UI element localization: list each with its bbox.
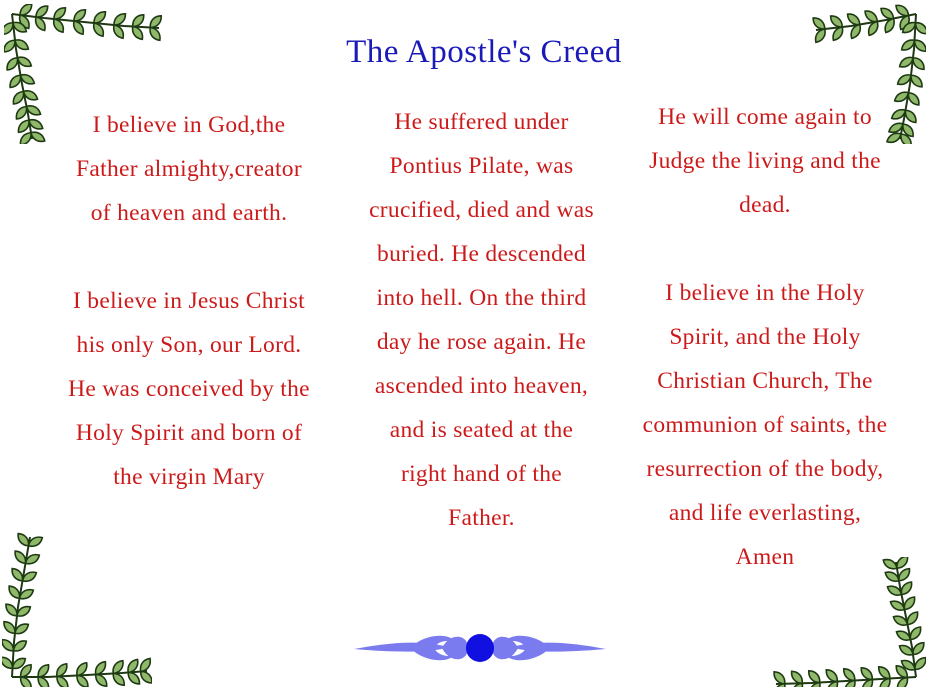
creed-line: his only Son, our Lord. [76,332,302,358]
creed-column-1 [40,103,338,499]
creed-line: Father. [448,505,515,531]
creed-line: dead. [739,192,791,218]
creed-paragraph [612,271,918,579]
creed-line: of heaven and earth. [90,200,288,226]
page-title: The Apostle's Creed [346,34,622,70]
laurel-vine-icon [2,527,152,687]
ornament-right [492,636,606,661]
creed-line: day he rose again. He [376,329,587,355]
creed-line: Holy Spirit and born of [75,420,303,446]
creed-line: resurrection of the body, [646,456,884,482]
creed-line: Judge the living and the [649,148,881,174]
creed-line: buried. He descended [377,241,586,267]
creed-line: into hell. On the third [376,285,587,311]
creed-line: and is seated at the [389,417,574,443]
creed-line: Christian Church, The [657,368,873,394]
creed-line: I believe in Jesus Christ [72,288,306,314]
creed-line: I believe in God,the [92,112,286,138]
creed-paragraph [612,95,918,227]
creed-line: ascended into heaven, [374,373,589,399]
creed-line: the virgin Mary [113,464,265,490]
ornament-left [354,636,468,661]
creed-paragraph [40,279,338,499]
creed-line: Amen [735,544,795,570]
creed-paragraph [40,103,338,235]
creed-line: and life everlasting, [668,500,862,526]
creed-column-3 [612,95,918,579]
creed-line: He was conceived by the [68,376,310,402]
creed-line: He suffered under [394,109,569,135]
creed-line: right hand of the [400,461,563,487]
creed-column-2 [344,100,619,540]
vine-bottom-left [2,531,152,687]
ornament-center-dot [466,634,494,662]
scroll-divider-icon [352,628,608,670]
creed-line: crucified, died and was [369,197,594,223]
creed-paragraph [344,100,619,540]
creed-line: Father almighty,creator [76,156,302,182]
creed-line: communion of saints, the [642,412,888,438]
creed-line: Spirit, and the Holy [669,324,861,350]
creed-line: Pontius Pilate, was [389,153,574,179]
creed-line: I believe in the Holy [665,280,865,306]
creed-line: He will come again to [658,104,872,130]
